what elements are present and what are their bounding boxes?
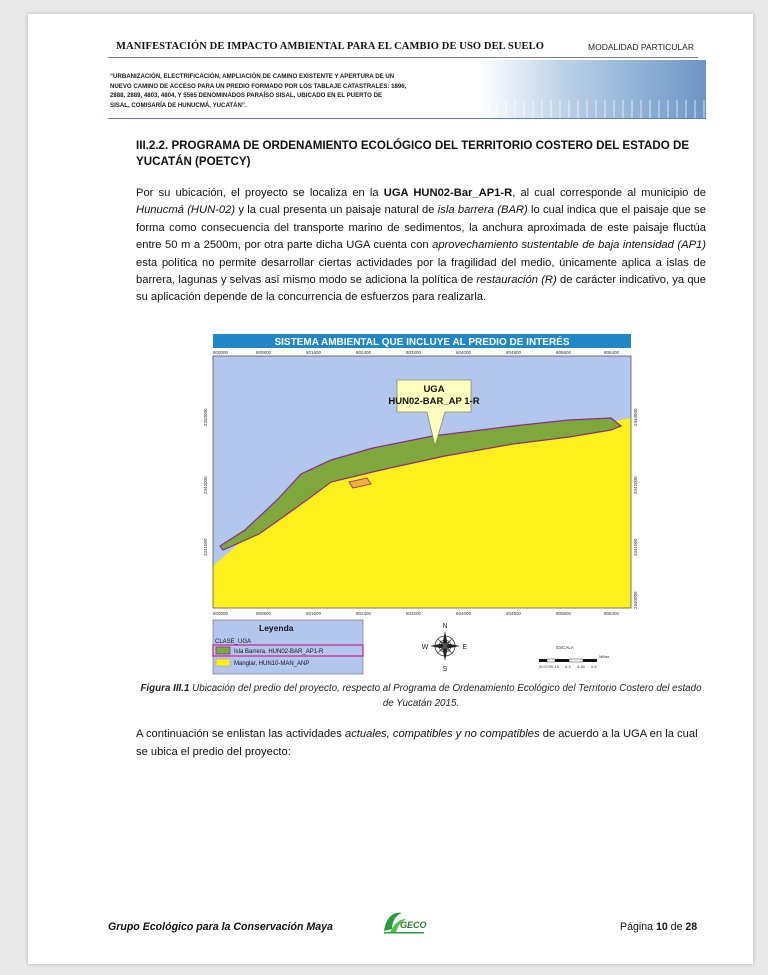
page-prefix: Página — [620, 921, 656, 933]
map-figure — [203, 334, 638, 679]
paragraph-text: de carácter indicativo, ya que su aplicación depende de la concurrencia de esfuerzos para realizarla. — [136, 274, 706, 304]
x-tick-label: 805600 — [556, 350, 572, 355]
legend-title: Leyenda — [259, 623, 294, 633]
x-tick-label: 802400 — [356, 611, 372, 616]
paragraph-text: lo cual indica que el paisaje que se forma como consecuencia del transporte marino de sedimentos, la anchura aproximada de este paisaje fluctúa entre 50 m a 2500m, por otra parte dicha UGA cuenta con — [136, 204, 706, 252]
map-left-ticks — [203, 408, 208, 556]
y-tick-label: 2342000 — [633, 476, 638, 494]
paragraph-text: Por su ubicación, el proyecto se localiza en la — [136, 187, 384, 199]
map-title: SISTEMA AMBIENTAL QUE INCLUYE AL PREDIO DE INTERÉS — [274, 337, 570, 348]
header-divider — [108, 57, 698, 58]
paragraph-2 — [136, 726, 706, 761]
paragraph-text: de acuerdo a la UGA en la cual se ubica el predio del proyecto: — [136, 728, 698, 758]
activity-types: actuales, compatibles y no compatibles — [344, 728, 540, 740]
compass-e: E — [462, 644, 468, 651]
x-tick-label: 800000 — [213, 611, 229, 616]
x-tick-label: 804800 — [506, 611, 522, 616]
figure-caption — [136, 681, 706, 711]
paragraph-1 — [136, 185, 706, 307]
legend-item-mangrove: Manglar, HUN10-MAN_ANP — [234, 661, 310, 667]
x-tick-label: 804800 — [506, 350, 522, 355]
x-tick-label: 801600 — [306, 611, 322, 616]
map-callout-line2: HUN02-BAR_AP 1-R — [388, 396, 480, 407]
caption-text: Ubicación del predio del proyecto, respecto al Programa de Ordenamiento Ecológico del Territorio Costero del estado de Yucatán 2015. — [189, 683, 702, 709]
scale-value: 00.0700.15 — [539, 664, 560, 669]
x-tick-label: 800800 — [256, 350, 272, 355]
compass-n: N — [442, 623, 448, 630]
municipality-name: Hunucmá (HUN-02) — [136, 204, 236, 217]
legend-item-barrier: Isla Barrera, HUN02-BAR_AP1-R — [234, 649, 324, 655]
x-tick-label: 802400 — [356, 350, 372, 355]
subtitle-line: NUEVO CAMINO DE ACCESO PARA UN PREDIO FORMADO POR LOS TABLAJE CATASTRALES: 1896, — [110, 82, 407, 90]
scale-bar — [539, 659, 597, 662]
caption-label: Figura III.1 — [140, 683, 190, 694]
page-total: 28 — [685, 921, 698, 933]
page-current: 10 — [655, 921, 668, 933]
y-tick-label: 2342000 — [203, 476, 208, 494]
x-tick-label: 805600 — [556, 611, 572, 616]
policy-name: aprovechamiento sustentable de baja intensidad (AP1) — [432, 239, 706, 252]
header-subtitle — [110, 72, 475, 110]
header-title: MANIFESTACIÓN DE IMPACTO AMBIENTAL PARA EL CAMBIO DE USO DEL SUELO — [116, 41, 545, 52]
header-gradient-banner — [478, 60, 706, 118]
paragraph-text: esta política no permite desarrollar ciertas actividades por la fragilidad del medio, únicamente aplica a islas de barrera, lagunas y selvas así mismo modo se adiciona la política de — [136, 256, 706, 287]
scale-value: 0.6 — [591, 664, 597, 669]
paragraph-text: A continuación se enlistan las actividades — [136, 728, 345, 740]
header-subtitle-band — [108, 60, 706, 118]
page-of: de — [667, 921, 686, 933]
landscape-type: isla barrera (BAR) — [437, 204, 528, 217]
logo-text: GECO — [400, 920, 427, 930]
footer-organization: Grupo Ecológico para la Conservación Maya — [108, 921, 333, 933]
uga-code: UGA HUN02-Bar_AP1-R — [383, 187, 513, 199]
section-heading: III.2.2. PROGRAMA DE ORDENAMIENTO ECOLÓGICO DEL TERRITORIO COSTERO DEL ESTADO DE YUCATÁN (POETCY) — [136, 139, 690, 168]
header-band-bottom-line — [108, 118, 706, 119]
y-tick-label: 2341000 — [203, 538, 208, 556]
map-svg — [203, 334, 638, 679]
x-tick-label: 806400 — [604, 350, 620, 355]
legend-swatch-mangrove — [216, 659, 230, 666]
y-tick-label: 2341000 — [633, 538, 638, 556]
legend-class-label: CLASE_UGA — [215, 639, 252, 645]
legend-swatch-barrier — [216, 647, 230, 654]
x-tick-label: 803200 — [406, 350, 422, 355]
x-tick-label: 800800 — [256, 611, 272, 616]
scale-value: 0.45 — [577, 664, 585, 669]
compass-w: W — [421, 644, 429, 651]
footer-page-number — [620, 921, 697, 933]
scale-label: ESCALA — [556, 645, 574, 650]
x-tick-label: 804000 — [456, 611, 472, 616]
paragraph-text: y la cual presenta un paisaje natural de — [235, 204, 438, 217]
scale-units: Millas — [599, 654, 610, 659]
document-page — [28, 14, 753, 964]
x-tick-label: 803200 — [406, 611, 422, 616]
policy-restoration: restauración (R) — [476, 274, 557, 287]
x-tick-label: 800000 — [213, 350, 229, 355]
scale-value: 0.3 — [565, 664, 571, 669]
x-tick-label: 806400 — [604, 611, 620, 616]
y-tick-label: 2343000 — [633, 408, 638, 426]
map-callout-line1: UGA — [423, 384, 445, 395]
subtitle-line: “URBANIZACIÓN, ELECTRIFICACIÓN, AMPLIACIÓN DE CAMINO EXISTENTE Y APERTURA DE UN — [110, 73, 395, 80]
y-tick-label: 2343000 — [203, 408, 208, 426]
y-tick-label: 2340000 — [633, 591, 638, 609]
paragraph-text: , al cual corresponde al municipio de — [512, 187, 706, 199]
subtitle-line: 2888, 2889, 4803, 4804, Y 5565 DENOMINADOS PARAÍSO SISAL, UBICADO EN EL PUERTO DE — [110, 92, 383, 99]
header-modality: MODALIDAD PARTICULAR — [588, 42, 694, 52]
x-tick-label: 804000 — [456, 350, 472, 355]
compass-s: S — [442, 666, 448, 673]
x-tick-label: 801600 — [306, 350, 322, 355]
geco-logo-icon — [380, 907, 428, 937]
subtitle-line: SISAL, COMISARÍA DE HUNUCMÁ, YUCATÁN”. — [110, 101, 247, 109]
